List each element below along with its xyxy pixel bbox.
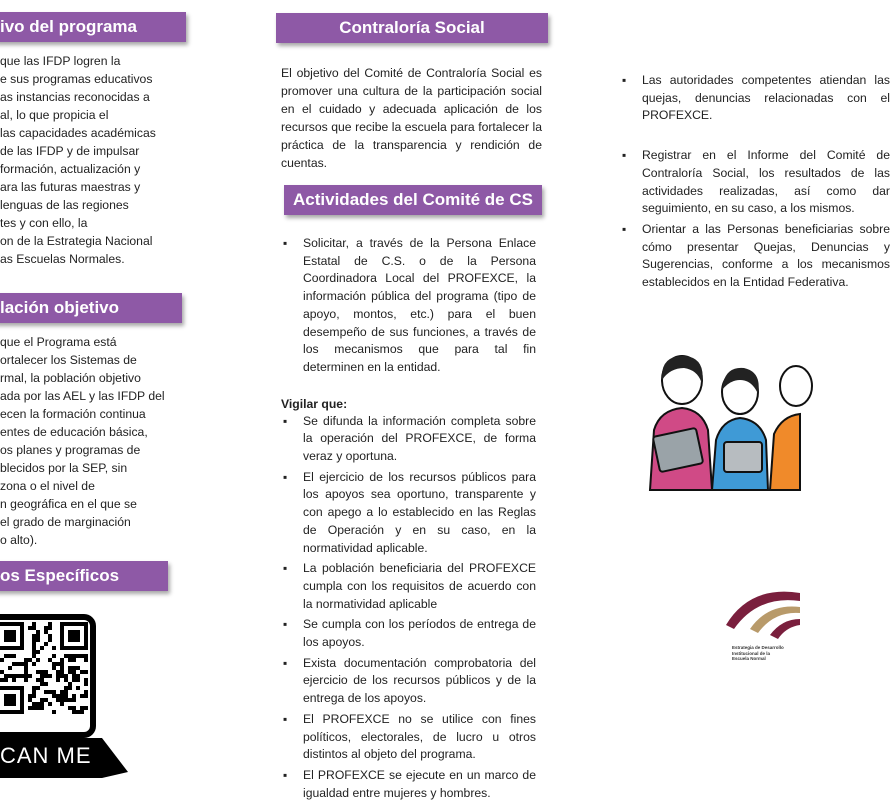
objetivo-programa-text — [0, 52, 168, 268]
text-line: tes y con ello, la — [0, 216, 88, 230]
contraloria-text: El objetivo del Comité de Contraloría Social es promover una cultura de la participación social en el cuidado y adecuada aplicación de los recursos que recibe la escuela para fortalecer la práctica de la transparencia y rendición de cuentas. — [281, 66, 542, 170]
text-line: zona o el nivel de — [0, 479, 95, 493]
text-line: entes de educación básica, — [0, 425, 148, 439]
poblacion-objetivo-text — [0, 333, 168, 549]
list-item-solicitar: ▪ Solicitar, a través de la Persona Enlace Estatal de C.S. o de la Persona Coordinadora Local del PROFEXCE, la información pública del programa (tipo de apoyo, montos, etc.) para el buen desempeño de sus funciones, a través de los mecanismos que para tal fin determinen en la entidad. — [281, 235, 536, 377]
text-line: que las IFDP logren la — [0, 54, 121, 68]
text-line: blecidos por la SEP, sin — [0, 461, 128, 475]
objetivo-programa-title: ivo del programa — [0, 17, 137, 36]
poblacion-objetivo-header — [0, 293, 182, 323]
qr-code-frame — [0, 614, 96, 738]
qr-code-icon — [0, 622, 88, 714]
list-item: ▪ Exista documentación comprobatoria del ejercicio de los recursos públicos y de la entrega de los apoyos. — [281, 655, 536, 708]
logo-text-line: Estrategia de Desarrollo — [732, 645, 784, 650]
text-line: ara las futuras maestras y — [0, 180, 141, 194]
contraloria-title: Contraloría Social — [339, 18, 485, 37]
list-item: ▪ La población beneficiaria del PROFEXCE cumpla con los requisitos de acuerdo con la normatividad aplicable — [281, 560, 536, 613]
text-line: o alto). — [0, 533, 38, 547]
scan-me-label: CAN ME — [0, 743, 92, 768]
text-line: rmal, la población objetivo — [0, 371, 141, 385]
text-line: al, lo que propicia el — [0, 108, 109, 122]
text-line: de las IFDP y de impulsar — [0, 144, 140, 158]
text-line: las capacidades académicas — [0, 126, 156, 140]
objetivos-especificos-title: os Específicos — [0, 566, 120, 585]
text-line: ada por las AEL y las IFDP del — [0, 389, 165, 403]
logo-text — [732, 645, 784, 662]
list-item: ▪ Se difunda la información completa sobre la operación del PROFEXCE, de forma veraz y oportuna. — [281, 413, 536, 466]
text-line: el grado de marginación — [0, 515, 131, 529]
estrategia-logo — [720, 585, 800, 665]
contraloria-header — [276, 13, 548, 43]
actividades-header — [284, 185, 542, 215]
right-column-list — [620, 72, 890, 292]
list-item: ▪ Las autoridades competentes atiendan las quejas, denuncias relacionadas con el PROFEXCE. — [620, 72, 890, 125]
list-item: ▪ Orientar a las Personas beneficiarias sobre cómo presentar Quejas, Denuncias y Sugerencias, conforme a los mecanismos establecidos en la Entidad Federativa. — [620, 221, 890, 292]
list-item: ▪ Se cumpla con los períodos de entrega de los apoyos. — [281, 616, 536, 651]
text-line: e sus programas educativos — [0, 72, 153, 86]
text-line: que el Programa está — [0, 335, 117, 349]
logo-text-line: Escuela Normal — [732, 656, 766, 661]
list-item: ▪ Registrar en el Informe del Comité de Contraloría Social, los resultados de las actividades realizadas, así como dar seguimiento, en su caso, a los mismos. — [620, 147, 890, 218]
students-illustration — [640, 350, 800, 500]
text-line: formación, actualización y — [0, 162, 141, 176]
list-item: ▪ El PROFEXCE se ejecute en un marco de igualdad entre mujeres y hombres. — [281, 767, 536, 802]
poblacion-objetivo-title: lación objetivo — [0, 298, 120, 317]
text-line: as instancias reconocidas a — [0, 90, 150, 104]
text-line: n geográfica en el que se — [0, 497, 137, 511]
list-item: ▪ El PROFEXCE no se utilice con fines políticos, electorales, de lucro u otros distintos al objeto del programa. — [281, 711, 536, 764]
vigilar-heading: Vigilar que: — [281, 396, 348, 411]
text-line: os planes y programas de — [0, 443, 141, 457]
text-line: ecen la formación continua — [0, 407, 146, 421]
objetivo-programa-header — [0, 12, 186, 42]
scan-me-banner — [0, 736, 130, 780]
list-item: ▪ El ejercicio de los recursos públicos para los apoyos sea oportuno, transparente y con apego a lo establecido en las Reglas de Operación y en su caso, en la normatividad aplicable. — [281, 469, 536, 558]
text-line: as Escuelas Normales. — [0, 252, 125, 266]
text-line: ortalecer los Sistemas de — [0, 353, 137, 367]
logo-swoosh-icon — [720, 585, 800, 645]
objetivos-especificos-header — [0, 561, 168, 591]
text-line: on de la Estrategia Nacional — [0, 234, 153, 248]
actividades-list — [281, 235, 536, 805]
logo-text-line: Institucional de la — [732, 650, 771, 656]
text-line: lenguas de las regiones — [0, 198, 129, 212]
actividades-title: Actividades del Comité de CS — [293, 190, 533, 209]
